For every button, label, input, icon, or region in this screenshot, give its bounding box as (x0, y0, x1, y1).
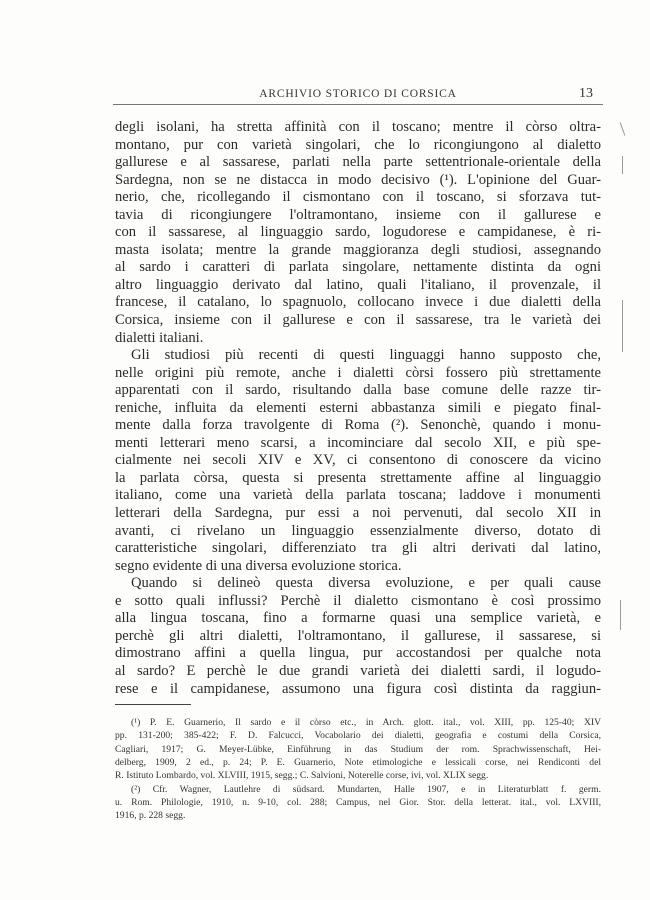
text-line: cialmente nei secoli XIV e XV, ci consentono di conoscere da vicino (115, 452, 601, 469)
text-line: avanti, ci rivelano un linguaggio essenzialmente diverso, dotato di (115, 522, 601, 539)
text-line: nelle origini più remote, anche i dialetti còrsi fossero più strettamente (115, 364, 601, 381)
paragraph (115, 347, 601, 575)
text-line: Gli studiosi più recenti di questi linguaggi hanno supposto che, (131, 347, 601, 364)
footnotes (115, 716, 601, 823)
margin-pencil-mark (622, 300, 623, 352)
text-line: Cagliari, 1917; G. Meyer-Lübke, Einführung in das Studium der rom. Sprachwissenschaft, Hei- (115, 743, 601, 755)
text-line: delberg, 1909, 2 ed., p. 24; P. E. Guarnerio, Note etimologiche e lessicali corse, nei Rendiconti del (115, 757, 601, 769)
margin-pencil-mark (620, 600, 621, 630)
text-line: alla lingua toscana, fino a formarne quasi una semplice varietà, e (115, 610, 601, 627)
text-line: masta isolata; mentre la grande maggioranza degli studiosi, assegnando (115, 241, 601, 258)
text-line: Corsica, insieme con il gallurese e con il sassarese, tra le varietà dei (115, 312, 601, 329)
text-line: u. Rom. Philologie, 1910, n. 9-10, col. 288; Campus, nel Gior. Stor. della letterat. ital., vol. LXVIII, (115, 797, 601, 809)
text-line: rese e il campidanese, assumono una figura così distinta da raggiun- (115, 680, 601, 697)
text-line: altro linguaggio derivato dal latino, quali l'italiano, il provenzale, il (115, 276, 601, 293)
text-line: dimostrano affini a quella lingua, pur accostandosi per qualche nota (115, 645, 601, 662)
text-line: R. Istituto Lombardo, vol. XLVIII, 1915, segg.; C. Salvioni, Noterelle corse, ivi, vol. XLIX segg. (115, 770, 489, 782)
margin-pencil-mark (622, 156, 623, 174)
text-line: degli isolani, ha stretta affinità con il toscano; mentre il còrso oltra- (115, 119, 601, 135)
text-line: e sotto quali influssi? Perchè il dialetto cismontano è così prossimo (115, 592, 601, 609)
text-line: segno evidente di una diversa evoluzione storica. (115, 557, 402, 574)
text-line: (²) Cfr. Wagner, Lautlehre di südsard. Mundarten, Halle 1907, e in Literaturblatt f. germ. (131, 783, 601, 795)
text-line: al sardo i caratteri di parlata singolare, nettamente distinta da ogni (115, 259, 601, 276)
text-line: italiano, come una varietà della parlata toscana; laddove i monumenti (115, 487, 601, 504)
text-line: Quando si delineò questa diversa evoluzione, e per quali cause (131, 575, 601, 592)
journal-title: ARCHIVIO STORICO DI CORSICA (259, 88, 457, 100)
text-line: (¹) P. E. Guarnerio, Il sardo e il còrso etc., in Arch. glott. ital., vol. XIII, pp. 125-40; XIV (131, 717, 601, 728)
footnote (115, 783, 601, 823)
text-line: apparentati con il sardo, risultando dalla base comune delle razze tir- (115, 382, 601, 399)
footnote (115, 716, 601, 783)
text-line: francese, il catalano, lo spagnuolo, collocano invece i due dialetti della (115, 294, 601, 311)
running-header (113, 86, 603, 105)
text-line: perchè gli altri dialetti, l'oltramontano, il gallurese, il sassarese, si (115, 627, 601, 644)
text-line: mente dalla forza travolgente di Roma (²). Senonchè, quando i monu- (115, 417, 601, 434)
text-line: dialetti italiani. (115, 329, 204, 346)
text-line: gallurese e al sassarese, parlati nella parte settentrionale-orientale della (115, 154, 601, 171)
text-line: menti letterari meno scarsi, a incominciare dal secolo XII, e più spe- (115, 434, 601, 451)
text-line: caratteristiche singolari, differenziato tra gli altri derivati dal latino, (115, 540, 601, 557)
text-line: Sardegna, non se ne distacca in modo decisivo (¹). L'opinione del Guar- (115, 171, 601, 188)
text-line: pp. 131-200; 385-422; F. D. Falcucci, Vocabolario dei dialetti, geografia e costumi della Corsica, (115, 730, 601, 742)
text-line: reniche, influita da elementi esterni abbastanza simili e piegato final- (115, 399, 601, 416)
footnote-divider (115, 704, 191, 705)
text-line: tavia di ricongiungere l'oltramontano, insieme con il gallurese e (115, 206, 601, 223)
text-line: montano, pur con varietà singolari, che lo ricongiungono al dialetto (115, 136, 601, 153)
text-line: al sardo? E perchè le due grandi varietà dei dialetti sardi, il logudo- (115, 662, 601, 679)
text-line: letterari della Sardegna, pur essi a noi pervenuti, dal secolo XII in (115, 505, 601, 522)
text-line: la parlata còrsa, questa si presenta strettamente affine al linguaggio (115, 469, 601, 486)
text-line: 1916, p. 228 segg. (115, 810, 186, 822)
paragraph (115, 119, 601, 347)
margin-pencil-mark (620, 122, 626, 135)
text-line: con il sassarese, al linguaggio sardo, logudorese e campidanese, è ri- (115, 224, 601, 241)
paragraph (115, 575, 601, 698)
body-text (115, 119, 601, 698)
page-number: 13 (579, 86, 593, 101)
text-line: nerio, che, ricollegando il cismontano con il toscano, si sforzava tut- (115, 189, 601, 206)
